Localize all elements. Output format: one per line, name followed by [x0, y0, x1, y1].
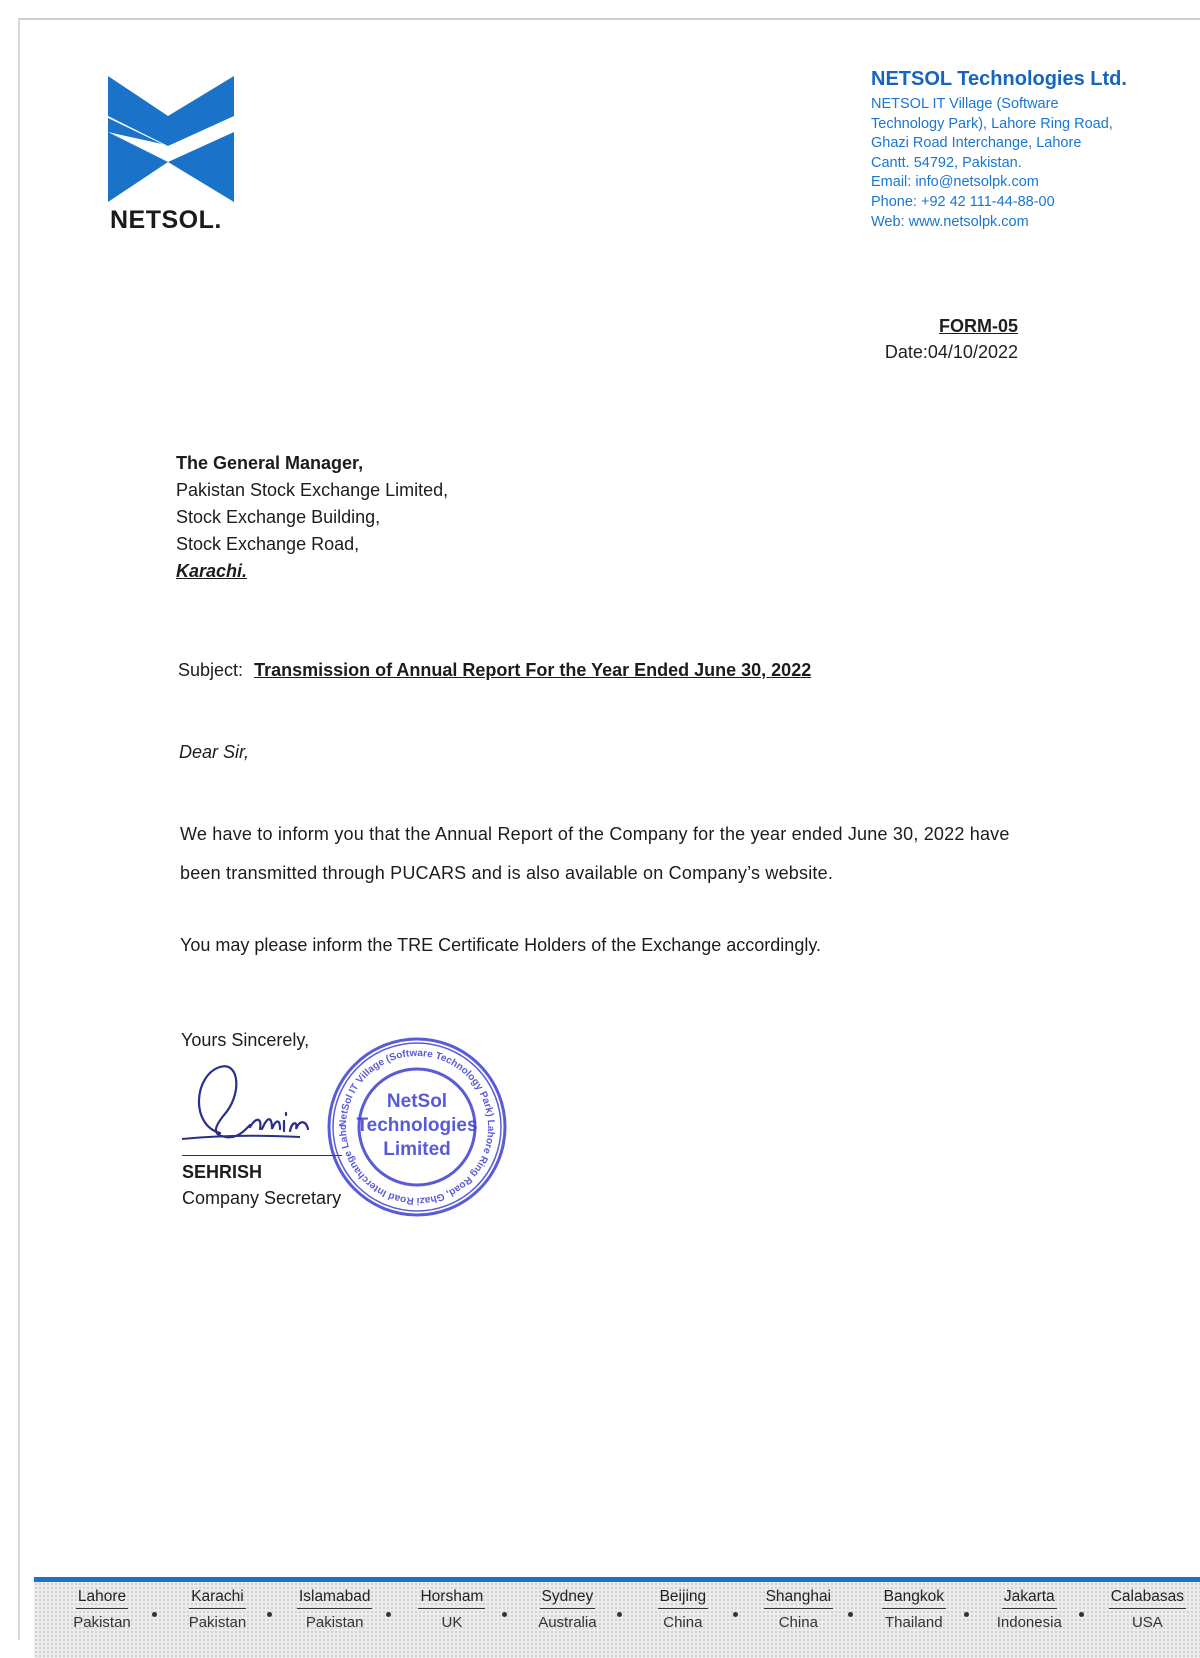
office-location	[647, 1588, 719, 1631]
stamp-line: NetSol	[386, 1091, 448, 1112]
office-country: Thailand	[885, 1614, 943, 1631]
office-location	[878, 1588, 950, 1631]
form-number: FORM-05	[938, 316, 1018, 336]
body-paragraph: You may please inform the TRE Certificate Holders of the Exchange accordingly.	[180, 935, 821, 955]
office-country: UK	[441, 1614, 463, 1631]
office-city: Calabasas	[1109, 1588, 1186, 1609]
office-location	[66, 1588, 138, 1631]
address-line: Technology Park), Lahore Ring Road,	[871, 115, 1113, 132]
stamp-ring-text: NetSol IT Village (Software Technology Park) Lahore Ring Road, Ghazi Road Interchange Laho	[337, 1047, 497, 1207]
office-location	[531, 1588, 603, 1631]
separator-dot	[502, 1612, 507, 1617]
subject-line	[178, 660, 811, 681]
office-city: Islamabad	[297, 1588, 373, 1609]
office-city: Shanghai	[764, 1588, 834, 1609]
office-country: USA	[1131, 1614, 1163, 1631]
footer-office-list	[66, 1588, 1186, 1631]
office-country: China	[663, 1614, 703, 1631]
address-line: Cantt. 54792, Pakistan.	[871, 154, 1022, 171]
signer-name: SEHRISH	[182, 1162, 263, 1182]
recipient-title: The General Manager,	[176, 453, 364, 473]
subject-label: Subject:	[178, 660, 244, 680]
separator-dot	[964, 1612, 969, 1617]
office-city: Lahore	[76, 1588, 128, 1609]
office-country: Pakistan	[73, 1614, 131, 1631]
office-city: Beijing	[658, 1588, 709, 1609]
body-paragraph: We have to inform you that the Annual Report of the Company for the year ended June 30, 2022 have been transmitted through PUCARS and is also available on Company’s website.	[180, 824, 1010, 883]
company-email: Email: info@netsolpk.com	[871, 174, 1039, 191]
separator-dot	[617, 1612, 622, 1617]
company-phone: Phone: +92 42 111-44-88-00	[871, 193, 1055, 210]
netsol-logo-icon	[108, 76, 234, 202]
office-city: Horsham	[418, 1588, 485, 1609]
office-location	[993, 1588, 1065, 1631]
separator-dot	[1079, 1612, 1084, 1617]
office-country: Australia	[538, 1614, 597, 1631]
recipient-address	[176, 450, 448, 585]
signer-title: Company Secretary	[182, 1188, 342, 1208]
separator-dot	[386, 1612, 391, 1617]
separator-dot	[848, 1612, 853, 1617]
letter-date: Date:04/10/2022	[884, 342, 1018, 362]
office-country: China	[778, 1614, 818, 1631]
handwritten-signature	[180, 1055, 330, 1160]
subject-text: Transmission of Annual Report For the Year Ended June 30, 2022	[254, 660, 812, 680]
stamp-line: Technologies	[356, 1115, 478, 1136]
recipient-line: Pakistan Stock Exchange Limited,	[176, 480, 449, 500]
office-country: Indonesia	[996, 1614, 1062, 1631]
separator-dot	[733, 1612, 738, 1617]
separator-dot	[267, 1612, 272, 1617]
company-web: Web: www.netsolpk.com	[871, 213, 1029, 230]
office-location	[181, 1588, 253, 1631]
office-city: Karachi	[189, 1588, 246, 1609]
office-location	[416, 1588, 488, 1631]
stamp-line: Limited	[383, 1139, 451, 1160]
office-country: Pakistan	[305, 1614, 364, 1631]
valediction: Yours Sincerely,	[181, 1030, 310, 1050]
office-location	[762, 1588, 834, 1631]
recipient-line: Stock Exchange Road,	[176, 534, 360, 554]
address-line: Ghazi Road Interchange, Lahore	[871, 135, 1082, 152]
separator-dot	[152, 1612, 157, 1617]
company-seal-stamp	[325, 1035, 509, 1224]
office-country: Pakistan	[188, 1614, 247, 1631]
brand-wordmark: NETSOL.	[110, 206, 222, 234]
address-line: NETSOL IT Village (Software	[871, 96, 1059, 112]
company-name: NETSOL Technologies Ltd.	[871, 68, 1127, 90]
office-location	[1109, 1588, 1186, 1631]
letterhead-address	[871, 68, 1171, 232]
office-city: Jakarta	[1002, 1588, 1057, 1609]
recipient-city: Karachi.	[176, 561, 248, 581]
recipient-line: Stock Exchange Building,	[176, 507, 381, 527]
office-city: Bangkok	[882, 1588, 946, 1609]
salutation: Dear Sir,	[179, 742, 250, 762]
signature-line	[182, 1155, 342, 1156]
office-location	[297, 1588, 373, 1631]
office-city: Sydney	[540, 1588, 596, 1609]
